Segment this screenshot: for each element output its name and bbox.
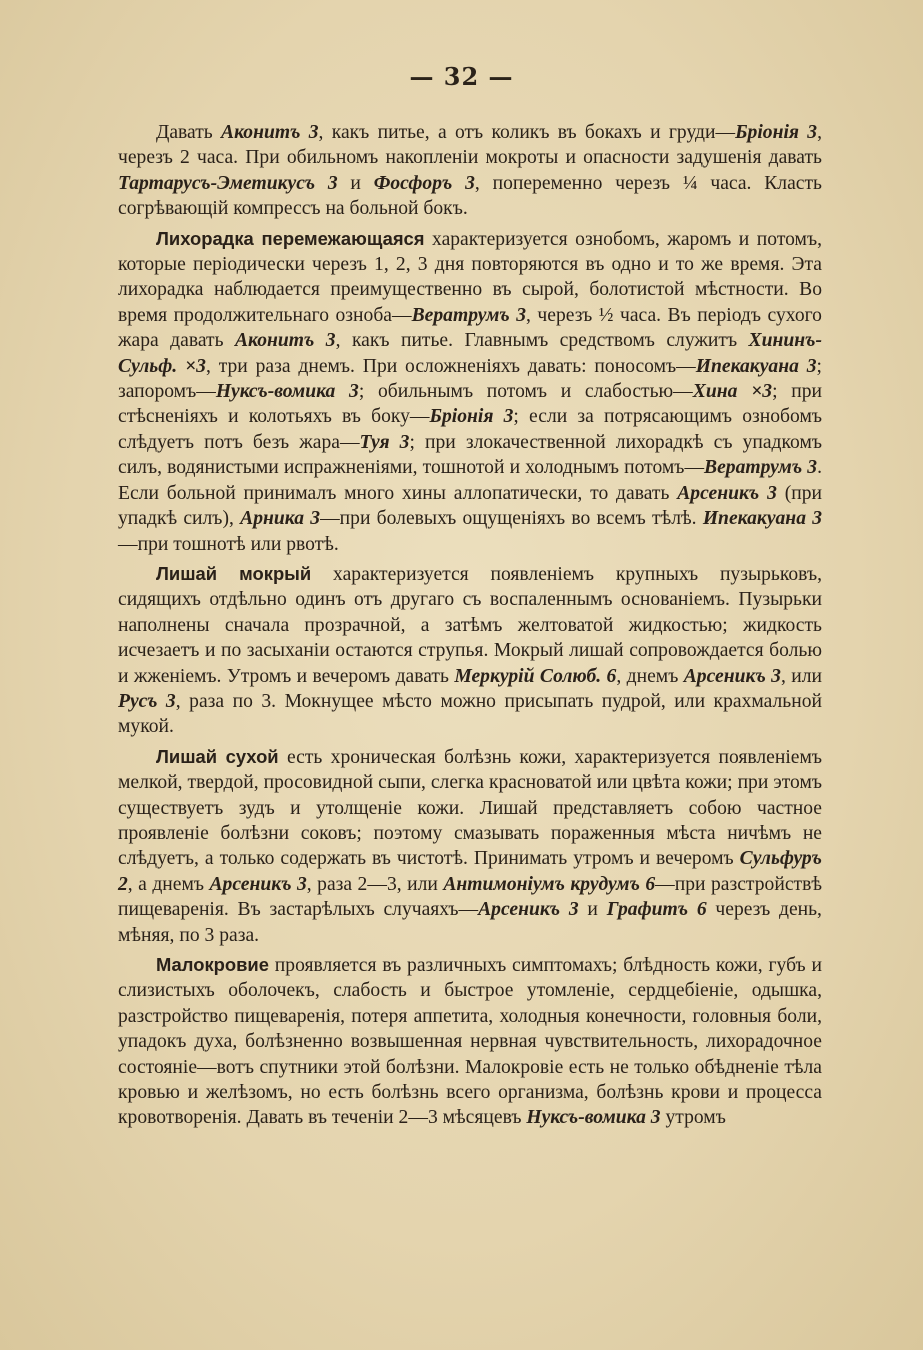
section-heading: Малокровие <box>156 954 269 975</box>
text-run: , попеременно черезъ ¼ часа. Класть согрѣвающій компрессъ на больной бокъ. <box>118 172 822 220</box>
text-run: ; запоромъ— <box>118 355 822 403</box>
text-run: ; если за потрясающимъ ознобомъ слѣдуетъ потъ безъ жара— <box>118 406 822 453</box>
remedy-name: Ипекакуана 3 <box>695 355 817 377</box>
remedy-name: Арсеникъ 3 <box>478 899 579 921</box>
remedy-name: Антимоніумъ крудумъ 6 <box>443 873 656 895</box>
section-heading: Лишай мокрый <box>156 562 312 584</box>
section-heading: Лихорадка перемежающаяся <box>156 227 425 249</box>
remedy-name: Аконитъ 3 <box>221 122 319 143</box>
remedy-name: Нуксъ-вомика 3 <box>215 381 359 403</box>
paragraph-wet-lichen <box>118 561 822 740</box>
remedy-name: Сульфуръ 2 <box>118 848 822 895</box>
text-run: ; при стѣсненіяхъ и колотьяхъ въ боку— <box>118 381 822 428</box>
text-run: —при тошнотѣ или рвотѣ. <box>118 533 339 555</box>
text-run: , раза 2—3, или <box>306 873 444 895</box>
remedy-name: Фосфоръ 3 <box>373 172 475 194</box>
paragraph-pneumonia-treatment <box>118 120 822 222</box>
text-run: ; при злокачественной лихорадкѣ съ упадкомъ силъ, водянистыми испражненіями, тошнотой и холоднымъ потомъ— <box>118 431 822 479</box>
text-run: Давать <box>156 122 222 143</box>
remedy-name: Тартарусъ-Эметикусъ 3 <box>118 172 338 194</box>
paragraph-anemia <box>118 952 822 1131</box>
remedy-name: Графитъ 6 <box>606 899 707 921</box>
text-run: , или <box>780 665 823 687</box>
remedy-name: Туя 3 <box>359 431 410 453</box>
paragraph-dry-lichen <box>118 744 822 948</box>
text-run: . Если больной принималъ много хины аллопатически, то давать <box>118 457 822 504</box>
remedy-name: Аконитъ 3 <box>234 330 336 352</box>
page-number: — 32 — <box>409 62 514 91</box>
text-run: , черезъ ½ часа. Въ періодъ сухого жара давать <box>118 304 822 352</box>
text-run: , три раза днемъ. При осложненіяхъ давать: поносомъ— <box>205 355 696 377</box>
remedy-name: Ипекакуана 3 <box>702 508 823 530</box>
text-run: есть хроническая болѣзнь кожи, характеризуется появленіемъ мелкой, твердой, просовидной сыпи, слегка красноватой или цвѣта кожи; при этомъ существуетъ зудъ и утолщеніе кожи. Лишай представляетъ собою частное проявленіе болѣзни соковъ; поэтому смазывать пораженныя мѣста ничѣмъ не слѣдуетъ, а только содержать въ чистотѣ. Принимать утромъ и вечеромъ <box>118 746 823 870</box>
remedy-name: Арсеникъ 3 <box>209 873 307 895</box>
text-run: , днемъ <box>616 665 684 687</box>
text-run: —при болевыхъ ощущеніяхъ во всемъ тѣлѣ. <box>320 508 703 530</box>
text-body <box>118 120 822 1135</box>
text-run: ; обильнымъ потомъ и слабостью— <box>358 381 693 403</box>
text-run: (при упадкѣ силъ), <box>118 482 822 530</box>
text-run: и <box>337 172 374 194</box>
text-run: , какъ питье, а отъ коликъ въ бокахъ и груди— <box>318 122 736 143</box>
text-run: характеризуется появленіемъ крупныхъ пузырьковъ, сидящихъ отдѣльно одинъ отъ другаго съ воспаленнымъ основаніемъ. Пузырьки наполнены сначала прозрачной, а затѣмъ желтоватой жидкостью; жидкость исчезаетъ и по засыханіи остаются струпья. Мокрый лишай сопровождается болью и жженіемъ. Утромъ и вечеромъ давать <box>118 563 822 687</box>
text-run: черезъ день, мѣняя, по 3 раза. <box>118 899 822 946</box>
text-run: , а днемъ <box>127 873 210 895</box>
text-run: утромъ <box>660 1107 726 1129</box>
text-run: —при разстройствѣ пищеваренія. Въ застарѣлыхъ случаяхъ— <box>118 873 822 921</box>
remedy-name: Арника 3 <box>240 508 321 530</box>
remedy-name: Вератрумъ 3 <box>411 304 526 326</box>
section-heading: Лишай сухой <box>156 745 279 767</box>
remedy-name: Русъ 3 <box>118 690 176 712</box>
remedy-name: Хининъ-Сульф. ×3 <box>118 330 822 377</box>
text-run: проявляется въ различныхъ симптомахъ; блѣдность кожи, губъ и слизистыхъ оболочекъ, слабость и быстрое утомленіе, сердцебіеніе, одышка, разстройство пищеваренія, потеря аппетита, холодныя конечности, головныя боли, упадокъ духа, болѣзненно возвышенная нервная чувствительность, лихорадочное состояніе—вотъ спутники этой болѣзни. Малокровіе есть не только обѣдненіе тѣла кровью и желѣзомъ, но есть болѣзнь всего организма, болѣзнь крови и процесса кровотворенія. Давать въ теченіи 2—3 мѣсяцевъ <box>118 955 822 1129</box>
text-run: , какъ питье. Главнымъ средствомъ служитъ <box>335 330 749 352</box>
remedy-name: Меркурій Солюб. 6 <box>454 665 617 687</box>
paragraph-intermittent-fever <box>118 226 822 557</box>
remedy-name: Бріонія 3 <box>429 406 514 428</box>
text-run: , раза по 3. Мокнущее мѣсто можно присыпать пудрой, или крахмальной мукой. <box>118 690 822 738</box>
remedy-name: Хина ×3 <box>692 381 773 403</box>
text-run: , черезъ 2 часа. При обильномъ накопленіи мокроты и опасности задушенія давать <box>118 122 822 169</box>
remedy-name: Бріонія 3 <box>735 122 818 143</box>
remedy-name: Вератрумъ 3 <box>704 457 818 479</box>
remedy-name: Арсеникъ 3 <box>683 665 781 687</box>
text-run: и <box>578 899 607 921</box>
remedy-name: Нуксъ-вомика 3 <box>526 1107 661 1129</box>
remedy-name: Арсеникъ 3 <box>677 482 777 504</box>
text-run: характеризуется ознобомъ, жаромъ и потомъ, которые періодически черезъ 1, 2, 3 дня повторяются въ одно и то же время. Эта лихорадка наблюдается преимущественно въ сырой, болотистой мѣстности. Во время продолжительнаго озноба— <box>118 228 822 326</box>
